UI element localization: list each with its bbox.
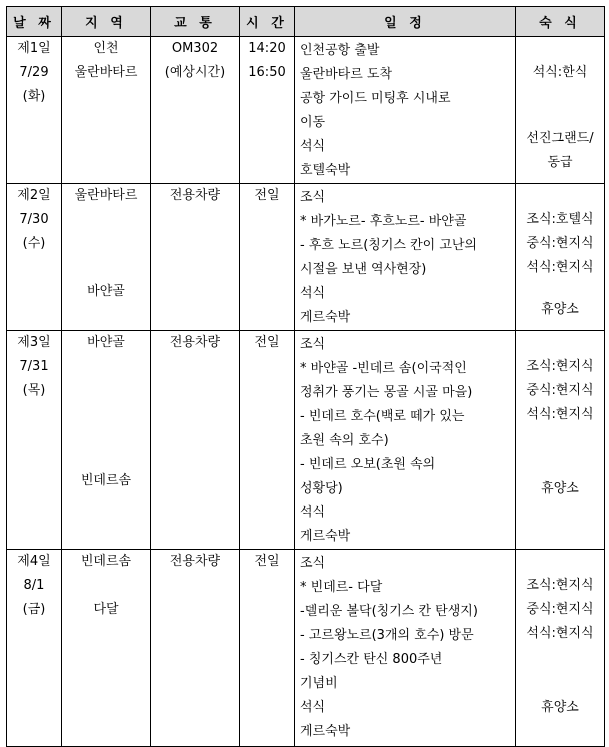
day-date: 7/29 [19, 65, 49, 80]
time-cell [240, 550, 295, 747]
region-line: 다달 [93, 602, 119, 617]
lodging-line: 휴양소 [541, 302, 579, 317]
transport-mode: 전용차량 [169, 188, 221, 203]
header-time: 시 간 [240, 7, 295, 37]
schedule-line: 시절을 보낸 역사현장) [300, 262, 427, 277]
day-weekday: (금) [22, 602, 46, 617]
schedule-line: 초원 속의 호수) [300, 433, 389, 448]
table-row-day4 [7, 550, 605, 747]
meal-line: 조식:현지식 [526, 359, 594, 374]
region-line: 울란바타르 [74, 65, 138, 80]
meal-line: 석식:현지식 [526, 626, 594, 641]
day-date: 7/30 [19, 212, 49, 227]
day-weekday: (화) [22, 89, 46, 104]
date-cell [7, 37, 62, 184]
schedule-line: - 칭기스칸 탄신 800주년 [300, 652, 443, 667]
transport-cell [151, 37, 240, 184]
header-transport: 교 통 [151, 7, 240, 37]
meal-line: 중식:현지식 [526, 602, 594, 617]
schedule-line: 인천공항 출발 [300, 43, 380, 58]
time-value: 전일 [254, 335, 280, 350]
schedule-line: - 후흐 노르(칭기스 칸이 고난의 [300, 238, 477, 253]
schedule-cell [295, 184, 516, 331]
schedule-line: - 빈데르 오보(초원 속의 [300, 457, 436, 472]
region-line: 인천 [93, 41, 119, 56]
flight-number: OM302 [171, 41, 219, 56]
transport-mode: 전용차량 [169, 335, 221, 350]
meal-line: 석식:현지식 [526, 407, 594, 422]
region-line: 빈데르솜 [80, 554, 132, 569]
schedule-line: 공항 가이드 미팅후 시내로 [300, 91, 451, 106]
date-cell [7, 331, 62, 550]
schedule-line: 조식 [300, 337, 326, 352]
region-line: 울란바타르 [74, 188, 138, 203]
lodging-line: 선진그랜드/ [526, 131, 594, 146]
meal-line: 중식:현지식 [526, 236, 594, 251]
transport-cell [151, 550, 240, 747]
day-weekday: (목) [22, 383, 46, 398]
schedule-cell [295, 550, 516, 747]
schedule-line: -델리운 볼닥(칭기스 칸 탄생지) [300, 604, 478, 619]
schedule-line: 석식 [300, 700, 326, 715]
day-number: 제1일 [17, 41, 51, 56]
lodging-line: 휴양소 [541, 481, 579, 496]
lodging-line: 휴양소 [541, 700, 579, 715]
meal-line: 조식:현지식 [526, 578, 594, 593]
departure-time: 14:20 [248, 41, 286, 56]
header-row [7, 7, 605, 37]
date-cell [7, 184, 62, 331]
schedule-line: * 바가노르- 후흐노르- 바얀골 [300, 214, 467, 229]
meal-line: 조식:호텔식 [526, 212, 594, 227]
meals-lodging-cell [516, 331, 605, 550]
schedule-line: 게르숙박 [300, 724, 351, 739]
time-cell [240, 331, 295, 550]
header-meals-lodging: 숙 식 [516, 7, 605, 37]
region-line: 빈데르솜 [80, 473, 132, 488]
transport-cell [151, 331, 240, 550]
meal-line: 중식:현지식 [526, 383, 594, 398]
schedule-line: 석식 [300, 286, 326, 301]
meals-lodging-cell [516, 550, 605, 747]
schedule-line: - 고르왕노르(3개의 호수) 방문 [300, 628, 474, 643]
day-date: 7/31 [19, 359, 49, 374]
header-date: 날 짜 [7, 7, 62, 37]
schedule-line: - 빈데르 호수(백로 떼가 있는 [300, 409, 465, 424]
arrival-time: 16:50 [248, 65, 286, 80]
schedule-line: * 빈데르- 다달 [300, 580, 383, 595]
meals-lodging-cell [516, 37, 605, 184]
region-cell [62, 37, 151, 184]
meal-line: 석식:현지식 [526, 260, 594, 275]
time-cell [240, 37, 295, 184]
table-row-day1 [7, 37, 605, 184]
schedule-line: 조식 [300, 190, 326, 205]
meals-lodging-cell [516, 184, 605, 331]
schedule-line: 게르숙박 [300, 310, 351, 325]
schedule-line: 정취가 풍기는 몽골 시골 마을) [300, 385, 473, 400]
date-cell [7, 550, 62, 747]
lodging-line: 동급 [547, 155, 573, 170]
region-line: 바얀골 [87, 335, 125, 350]
time-cell [240, 184, 295, 331]
day-number: 제4일 [17, 554, 51, 569]
time-value: 전일 [254, 188, 280, 203]
schedule-cell [295, 331, 516, 550]
table-row-day3 [7, 331, 605, 550]
schedule-cell [295, 37, 516, 184]
flight-note: (예상시간) [164, 65, 226, 80]
region-line: 바얀골 [87, 284, 125, 299]
table-row-day2 [7, 184, 605, 331]
day-number: 제3일 [17, 335, 51, 350]
schedule-line: 울란바타르 도착 [300, 67, 393, 82]
schedule-line: 조식 [300, 556, 326, 571]
schedule-line: 이동 [300, 115, 326, 130]
transport-cell [151, 184, 240, 331]
schedule-line: 석식 [300, 139, 326, 154]
meal-line: 석식:한식 [532, 65, 588, 80]
schedule-line: 성황당) [300, 481, 343, 496]
schedule-line: 석식 [300, 505, 326, 520]
schedule-line: 게르숙박 [300, 529, 351, 544]
header-schedule: 일 정 [295, 7, 516, 37]
region-cell [62, 184, 151, 331]
schedule-line: 호텔숙박 [300, 163, 351, 178]
day-date: 8/1 [23, 578, 45, 593]
time-value: 전일 [254, 554, 280, 569]
schedule-line: 기념비 [300, 676, 338, 691]
region-cell [62, 331, 151, 550]
day-number: 제2일 [17, 188, 51, 203]
day-weekday: (수) [22, 236, 46, 251]
region-cell [62, 550, 151, 747]
transport-mode: 전용차량 [169, 554, 221, 569]
schedule-line: * 바얀골 -빈데르 솜(이국적인 [300, 361, 467, 376]
header-region: 지 역 [62, 7, 151, 37]
itinerary-table [6, 6, 605, 747]
